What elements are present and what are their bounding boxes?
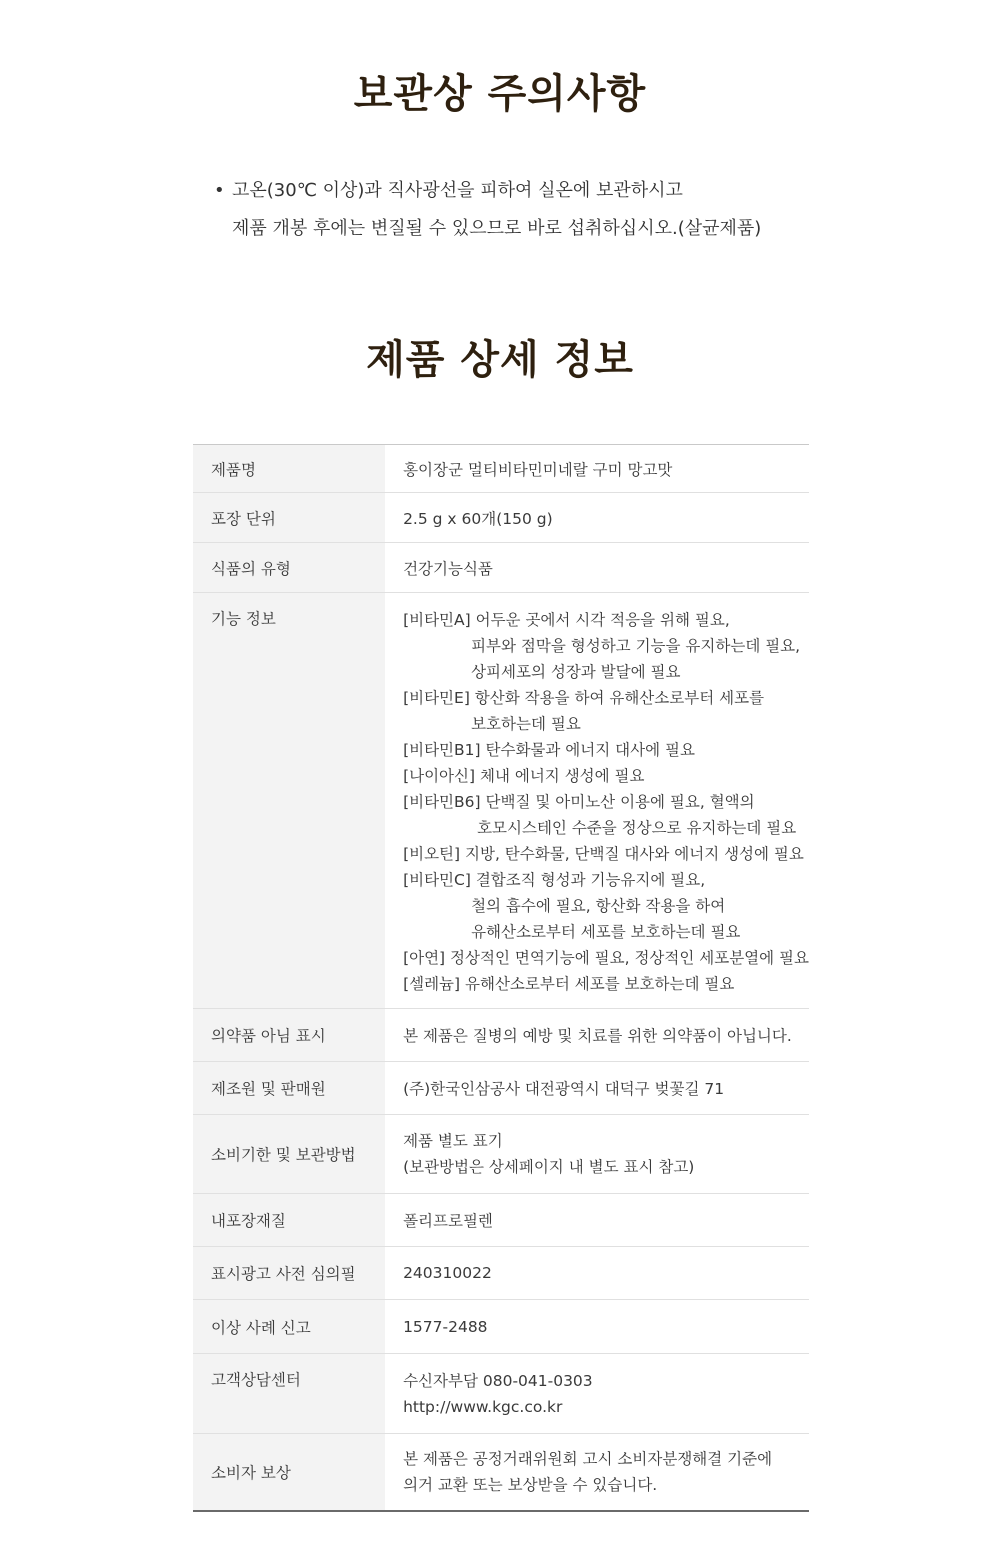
function-line: 유해산소로부터 세포를 보호하는데 필요 <box>471 923 741 941</box>
row-value: 건강기능식품 <box>385 543 809 593</box>
table-row-food-type <box>193 543 809 593</box>
product-detail-title: 제품 상세 정보 <box>366 337 634 383</box>
row-label: 의약품 아님 표시 <box>193 1009 385 1062</box>
table-row-manufacturer <box>193 1062 809 1115</box>
storage-caution-title: 보관상 주의사항 <box>353 71 647 117</box>
value-line: 수신자부담 080-041-0303 <box>403 1372 593 1390</box>
table-row-ad-review <box>193 1247 809 1300</box>
product-info-table <box>193 444 809 1512</box>
row-label: 소비자 보상 <box>193 1434 385 1511</box>
function-line: 철의 흡수에 필요, 항산화 작용을 하여 <box>471 897 726 915</box>
row-label: 식품의 유형 <box>193 543 385 593</box>
row-value <box>385 1115 809 1194</box>
row-value: 2.5 g x 60개(150 g) <box>385 493 809 543</box>
function-line: [비타민C] 결합조직 형성과 기능유지에 필요, <box>403 871 706 889</box>
table-row-product-name <box>193 445 809 493</box>
row-value <box>385 1434 809 1511</box>
function-line: 보호하는데 필요 <box>471 715 581 733</box>
row-label: 기능 정보 <box>193 593 385 1009</box>
storage-notice-text-1: 고온(30℃ 이상)과 직사광선을 피하여 실온에 보관하시고 <box>232 180 683 201</box>
function-line: [비타민B1] 탄수화물과 에너지 대사에 필요 <box>403 741 695 759</box>
row-value: 1577-2488 <box>385 1300 809 1354</box>
row-label: 포장 단위 <box>193 493 385 543</box>
table-row-package-unit <box>193 493 809 543</box>
row-label: 고객상담센터 <box>193 1354 385 1434</box>
row-label: 소비기한 및 보관방법 <box>193 1115 385 1194</box>
table-row-function-info <box>193 593 809 1009</box>
table-row-customer-center <box>193 1354 809 1434</box>
storage-notice-line-1 <box>214 172 834 210</box>
function-line: [비타민B6] 단백질 및 아미노산 이용에 필요, 혈액의 <box>403 793 755 811</box>
row-value: 240310022 <box>385 1247 809 1300</box>
function-line: [비타민E] 항산화 작용을 하여 유해산소로부터 세포를 <box>403 689 765 707</box>
value-line: http://www.kgc.co.kr <box>403 1398 563 1416</box>
value-line: 본 제품은 공정거래위원회 고시 소비자분쟁해결 기준에 <box>403 1449 773 1468</box>
row-label: 제품명 <box>193 445 385 493</box>
value-line: 제품 별도 표기 <box>403 1132 503 1150</box>
storage-notice-line-2: 제품 개봉 후에는 변질될 수 있으므로 바로 섭취하십시오.(살균제품) <box>232 218 762 239</box>
function-line: 상피세포의 성장과 발달에 필요 <box>471 663 681 681</box>
function-line: 피부와 점막을 형성하고 기능을 유지하는데 필요, <box>471 637 801 655</box>
row-label: 표시광고 사전 심의필 <box>193 1247 385 1300</box>
table-row-expiry-storage <box>193 1115 809 1194</box>
function-line: [셀레늄] 유해산소로부터 세포를 보호하는데 필요 <box>403 975 735 993</box>
bullet-icon: • <box>214 180 225 201</box>
function-line: [비오틴] 지방, 탄수화물, 단백질 대사와 에너지 생성에 필요 <box>403 845 804 863</box>
table-row-compensation <box>193 1434 809 1511</box>
table-row-packaging-material <box>193 1194 809 1247</box>
row-value: 폴리프로필렌 <box>385 1194 809 1247</box>
storage-notice <box>214 172 834 248</box>
table-row-incident-report <box>193 1300 809 1354</box>
row-value <box>385 1354 809 1434</box>
row-label: 내포장재질 <box>193 1194 385 1247</box>
function-line: [나이아신] 체내 에너지 생성에 필요 <box>403 767 645 785</box>
function-line: [비타민A] 어두운 곳에서 시각 적응을 위해 필요, <box>403 611 730 629</box>
row-value: (주)한국인삼공사 대전광역시 대덕구 벚꽃길 71 <box>385 1062 809 1115</box>
row-value: 본 제품은 질병의 예방 및 치료를 위한 의약품이 아닙니다. <box>385 1009 809 1062</box>
value-line: 의거 교환 또는 보상받을 수 있습니다. <box>403 1475 658 1494</box>
row-label: 이상 사례 신고 <box>193 1300 385 1354</box>
row-value: 홍이장군 멀티비타민미네랄 구미 망고맛 <box>385 445 809 493</box>
value-line: (보관방법은 상세페이지 내 별도 표시 참고) <box>403 1158 695 1176</box>
row-label: 제조원 및 판매원 <box>193 1062 385 1115</box>
function-line: [아연] 정상적인 면역기능에 필요, 정상적인 세포분열에 필요 <box>403 949 809 967</box>
table-row-not-medicine <box>193 1009 809 1062</box>
function-line: 호모시스테인 수준을 정상으로 유지하는데 필요 <box>477 819 797 837</box>
row-value <box>385 593 809 1009</box>
